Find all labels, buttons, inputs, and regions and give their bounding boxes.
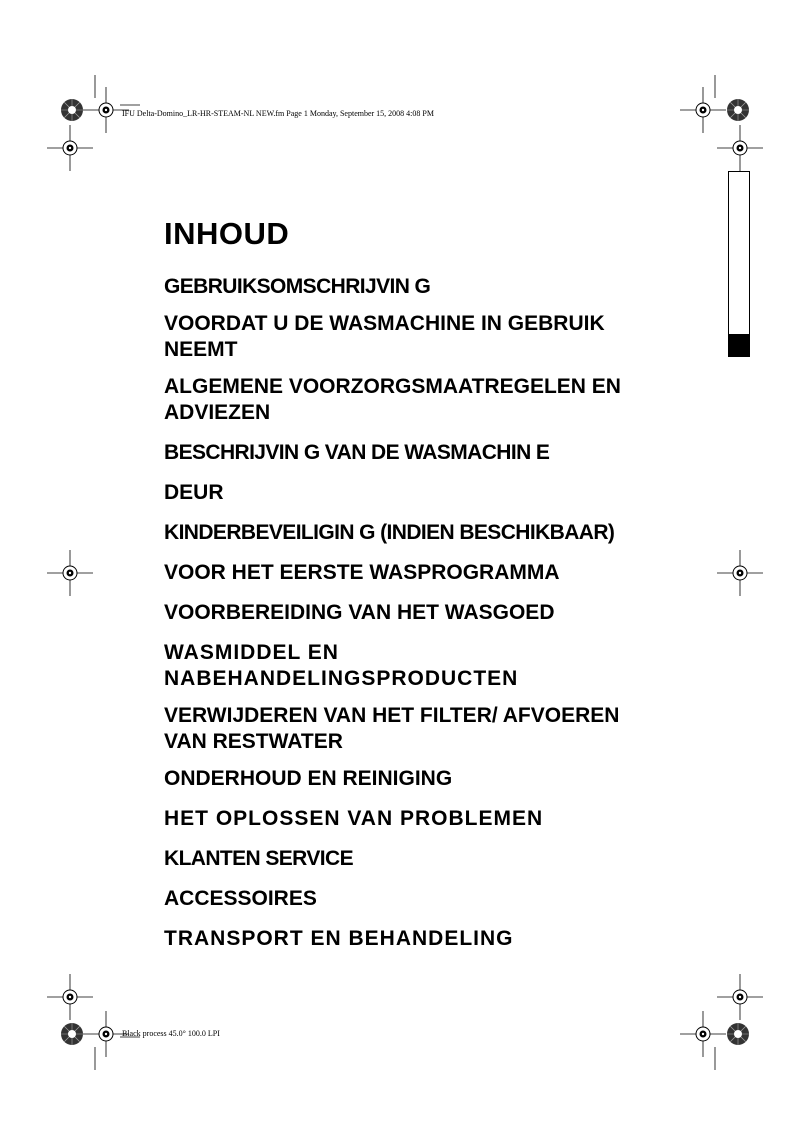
registration-mark-bottom-right xyxy=(680,974,763,1070)
print-footer: Black process 45.0° 100.0 LPI xyxy=(122,1029,220,1038)
toc-entry-line: ALGEMENE VOORZORGSMAATREGELEN EN xyxy=(164,375,621,398)
toc-entry-line: GEBRUIKSOMSCHRIJVIN G xyxy=(164,275,431,298)
toc-entry-line: VOORBEREIDING VAN HET WASGOED xyxy=(164,601,555,624)
registration-mark-bottom-left xyxy=(47,974,140,1070)
toc-entry-line: HET OPLOSSEN VAN PROBLEMEN xyxy=(164,807,544,830)
toc-entry-line: TRANSPORT EN BEHANDELING xyxy=(164,927,514,950)
registration-mark-top-left xyxy=(47,75,140,171)
print-header: IFU Delta-Domino_LR-HR-STEAM-NL NEW.fm Page 1 Monday, September 15, 2008 4:08 PM xyxy=(122,109,434,118)
registration-mark-middle-right xyxy=(717,550,763,596)
toc-entry-line: WASMIDDEL EN xyxy=(164,641,339,664)
toc-entry-line: VOOR HET EERSTE WASPROGRAMMA xyxy=(164,561,560,584)
toc-entry-line: KLANTEN SERVICE xyxy=(164,847,353,870)
toc-entry-line: VAN RESTWATER xyxy=(164,730,343,753)
toc-entry-line: ADVIEZEN xyxy=(164,401,271,424)
toc-entry-line: NEEMT xyxy=(164,338,238,361)
toc-entry-line: KINDERBEVEILIGIN G (INDIEN BESCHIKBAAR) xyxy=(164,521,615,544)
toc-entry-line: BESCHRIJVIN G VAN DE WASMACHIN E xyxy=(164,441,550,464)
toc-entry-line: ACCESSOIRES xyxy=(164,887,317,910)
registration-mark-top-right xyxy=(680,75,763,171)
toc-entry-line: NABEHANDELINGSPRODUCTEN xyxy=(164,667,519,690)
toc-entry-line: VOORDAT U DE WASMACHINE IN GEBRUIK xyxy=(164,312,605,335)
registration-mark-middle-left xyxy=(47,550,93,596)
toc-entry-line: DEUR xyxy=(164,481,224,504)
toc-entry-line: VERWIJDEREN VAN HET FILTER/ AFVOEREN xyxy=(164,704,620,727)
toc-entry-line: ONDERHOUD EN REINIGING xyxy=(164,767,453,790)
page-title: INHOUD xyxy=(164,216,290,251)
